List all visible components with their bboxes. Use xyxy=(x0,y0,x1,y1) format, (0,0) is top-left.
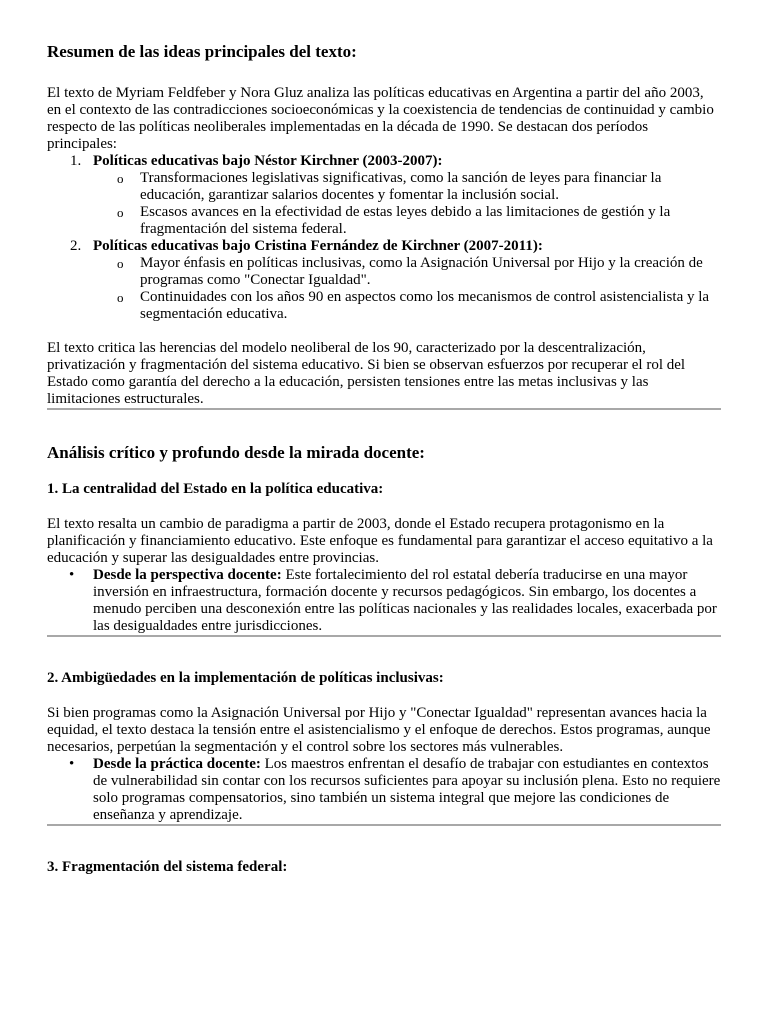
summary-closing: El texto critica las herencias del modelo neoliberal de los 90, caracterizado por la descentralización, privatización y fragmentación del sistema educativo. Si bien se observan esfuerzos por recuperar el rol del Estado como garantía del derecho a la educación, persisten tensiones entre las metas inclusivas y las limitaciones estructurales. xyxy=(47,340,686,407)
period-point xyxy=(117,289,721,323)
period-points xyxy=(93,255,721,323)
section-bullet xyxy=(69,567,721,635)
periods-list xyxy=(47,153,721,323)
bullet-dot-icon: • xyxy=(69,756,75,772)
summary-title: Resumen de las ideas principales del texto: xyxy=(47,42,357,61)
period-point-text: Transformaciones legislativas significativas, como la sanción de leyes para financiar la educación, garantizar salarios docentes y fomentar la inclusión social. xyxy=(140,170,662,203)
section-divider xyxy=(47,408,721,410)
section-heading: 2. Ambigüedades en la implementación de políticas inclusivas: xyxy=(47,670,444,686)
period-point-text: Escasos avances en la efectividad de estas leyes debido a las limitaciones de gestión y la fragmentación del sistema federal. xyxy=(140,204,671,237)
section-bullet xyxy=(69,756,721,824)
bullet-lead: Desde la perspectiva docente: xyxy=(93,567,282,583)
section-body: El texto resalta un cambio de paradigma a partir de 2003, donde el Estado recupera protagonismo en la planificación y financiamiento educativo. Este enfoque es fundamental para garantizar el acceso equitativo a la educación y superar las desigualdades entre provincias. xyxy=(47,516,713,566)
period-heading: Políticas educativas bajo Néstor Kirchner (2003-2007): xyxy=(93,153,443,169)
period-number: 1. xyxy=(70,153,82,169)
section-bullets xyxy=(47,756,721,824)
bullet-text: Los maestros enfrentan el desafío de trabajar con estudiantes en contextos de vulnerabilidad sin contar con los recursos suficientes para apoyar su inclusión plena. Esto no requiere solo programas compensatorios, sino también un sistema integral que mejore las condiciones de enseñanza y aprendizaje. xyxy=(93,756,721,823)
period-item xyxy=(70,153,721,238)
period-number: 2. xyxy=(70,238,82,254)
hollow-bullet-icon: o xyxy=(117,256,124,271)
period-points xyxy=(93,170,721,238)
analysis-title: Análisis crítico y profundo desde la mirada docente: xyxy=(47,443,425,462)
hollow-bullet-icon: o xyxy=(117,171,124,186)
section-divider xyxy=(47,635,721,637)
period-point-text: Mayor énfasis en políticas inclusivas, como la Asignación Universal por Hijo y la creación de programas como "Conectar Igualdad". xyxy=(140,255,703,288)
bullet-dot-icon: • xyxy=(69,567,75,583)
period-heading: Políticas educativas bajo Cristina Fernández de Kirchner (2007-2011): xyxy=(93,238,543,254)
hollow-bullet-icon: o xyxy=(117,290,124,305)
section-heading: 3. Fragmentación del sistema federal: xyxy=(47,859,288,875)
section-body: Si bien programas como la Asignación Universal por Hijo y "Conectar Igualdad" representan avances hacia la equidad, el texto destaca la tensión entre el asistencialismo y el enfoque de derechos. Estos programas, aunque necesarios, perpetúan la segmentación y el control sobre los sectores más vulnerables. xyxy=(47,705,711,755)
period-point xyxy=(117,170,721,204)
section-divider xyxy=(47,824,721,826)
period-point-text: Continuidades con los años 90 en aspectos como los mecanismos de control asistencialista y la segmentación educativa. xyxy=(140,289,710,322)
summary-intro: El texto de Myriam Feldfeber y Nora Gluz analiza las políticas educativas en Argentina a partir del año 2003, en el contexto de las contradicciones socioeconómicas y la coexistencia de tendencias de continuidad y cambio respecto de las políticas neoliberales implementadas en la década de 1990. Se destacan dos períodos principales: xyxy=(47,85,714,152)
hollow-bullet-icon: o xyxy=(117,205,124,220)
section-bullets xyxy=(47,567,721,635)
period-item xyxy=(70,238,721,323)
section-heading: 1. La centralidad del Estado en la política educativa: xyxy=(47,481,384,497)
period-point xyxy=(117,255,721,289)
bullet-text: Este fortalecimiento del rol estatal debería traducirse en una mayor inversión en infraestructura, formación docente y recursos pedagógicos. Sin embargo, los docentes a menudo perciben una desconexión entre las políticas nacionales y las realidades locales, exacerbada por las desigualdades entre jurisdicciones. xyxy=(93,567,717,634)
bullet-lead: Desde la práctica docente: xyxy=(93,756,261,772)
period-point xyxy=(117,204,721,238)
